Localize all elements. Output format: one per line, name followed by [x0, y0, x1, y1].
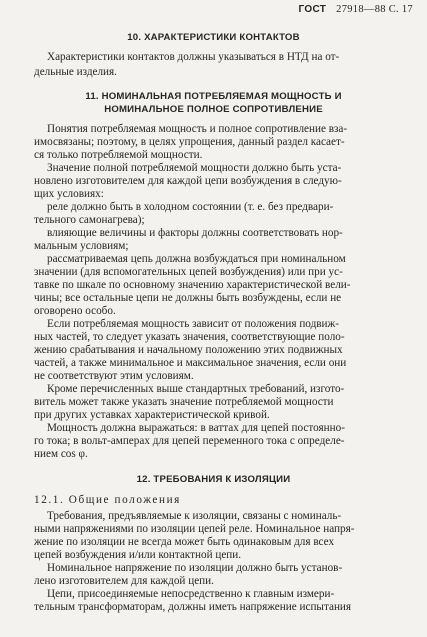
paragraph-line: нием cos φ.: [34, 448, 88, 460]
paragraph-line: цепей возбуждения и/или контактной цепи.: [34, 549, 242, 561]
paragraph-line: Характеристики контактов должны указываться в НТД на от-: [47, 51, 340, 63]
paragraph-line: реле должно быть в холодном состоянии (т. е. без предвари-: [47, 201, 334, 213]
section-11-heading-line-2: НОМИНАЛЬНОЕ ПОЛНОЕ СОПРОТИВЛЕНИЕ: [104, 104, 323, 115]
paragraph-line: Значение полной потребляемой мощности должно быть уста-: [47, 162, 342, 174]
paragraph-line: тавке по шкале по основному значению характеристической вели-: [34, 279, 351, 291]
standard-label: ГОСТ: [298, 4, 327, 15]
paragraph-line: не соответствуют этим условиям.: [34, 370, 194, 382]
paragraph-line: ными напряжениями по изоляции цепей реле. Номинальное напря-: [34, 523, 355, 535]
subsection-heading: 12.1. Общие положения: [34, 494, 181, 506]
paragraph-line: рассматриваемая цепь должна возбуждаться при номинальном: [47, 253, 346, 265]
paragraph-line: го тока; в вольт-амперах для цепей переменного тока с определе-: [34, 435, 345, 447]
section-12-heading: 12. ТРЕБОВАНИЯ К ИЗОЛЯЦИИ: [136, 474, 291, 485]
paragraph-line: частей, а также минимальное и максимальное значения, если они: [34, 357, 347, 369]
paragraph-line: влияющие величины и факторы должны соответствовать нор-: [47, 227, 343, 239]
paragraph-line: ных частей, то следует указать значения, соответствующие поло-: [34, 331, 345, 343]
paragraph-line: имосвязаны; поэтому, в целях упрощения, данный раздел касает-: [34, 136, 345, 148]
paragraph-line: Номинальное напряжение по изоляции должно быть установ-: [47, 562, 343, 574]
standard-number-page: 27918—88 С. 17: [336, 4, 413, 15]
paragraph-line: жению срабатывания и начальному положению этих подвижных: [34, 344, 343, 356]
paragraph-line: Требования, предъявляемые к изоляции, связаны с номиналь-: [47, 510, 342, 522]
paragraph-line: ся только потребляемой мощности.: [34, 149, 203, 161]
paragraph-line: Если потребляемая мощность зависит от положения подвиж-: [47, 318, 339, 330]
section-10-heading: 10. ХАРАКТЕРИСТИКИ КОНТАКТОВ: [127, 32, 300, 43]
paragraph-line: Мощность должна выражаться: в ваттах для цепей постоянно-: [47, 422, 345, 434]
paragraph-line: Понятия потребляемая мощность и полное сопротивление вза-: [47, 123, 348, 135]
paragraph-line: чины; все остальные цепи не должны быть возбуждены, если не: [34, 292, 342, 304]
paragraph-line: щих условиях:: [34, 188, 104, 200]
paragraph-line: новлено изготовителем для каждой цепи возбуждения в следую-: [34, 175, 342, 187]
paragraph-line: мальным условиям;: [34, 240, 129, 252]
paragraph-line: тельного самонагрева);: [34, 214, 145, 226]
page-header: [299, 4, 413, 15]
paragraph-line: значении (для вспомогательных цепей возбуждения) или при ус-: [34, 266, 343, 278]
paragraph-line: лено изготовителем для каждой цепи.: [34, 575, 214, 587]
paragraph-line: при других уставках характеристической кривой.: [34, 409, 270, 421]
paragraph-line: дельные изделия.: [34, 66, 117, 78]
paragraph-line: витель может также указать значение потребляемой мощности: [34, 396, 334, 408]
paragraph-line: оговорено особо.: [34, 305, 116, 317]
section-11-heading-line-1: 11. НОМИНАЛЬНАЯ ПОТРЕБЛЯЕМАЯ МОЩНОСТЬ И: [85, 91, 342, 102]
paragraph-line: Кроме перечисленных выше стандартных требований, изгото-: [47, 383, 345, 395]
paragraph-line: жение по изоляции не всегда может быть одинаковым для всех: [34, 536, 335, 548]
paragraph-line: тельным трансформаторам, должны иметь напряжение испытания: [34, 601, 352, 613]
paragraph-line: Цепи, присоединяемые непосредственно к главным измери-: [47, 588, 335, 600]
